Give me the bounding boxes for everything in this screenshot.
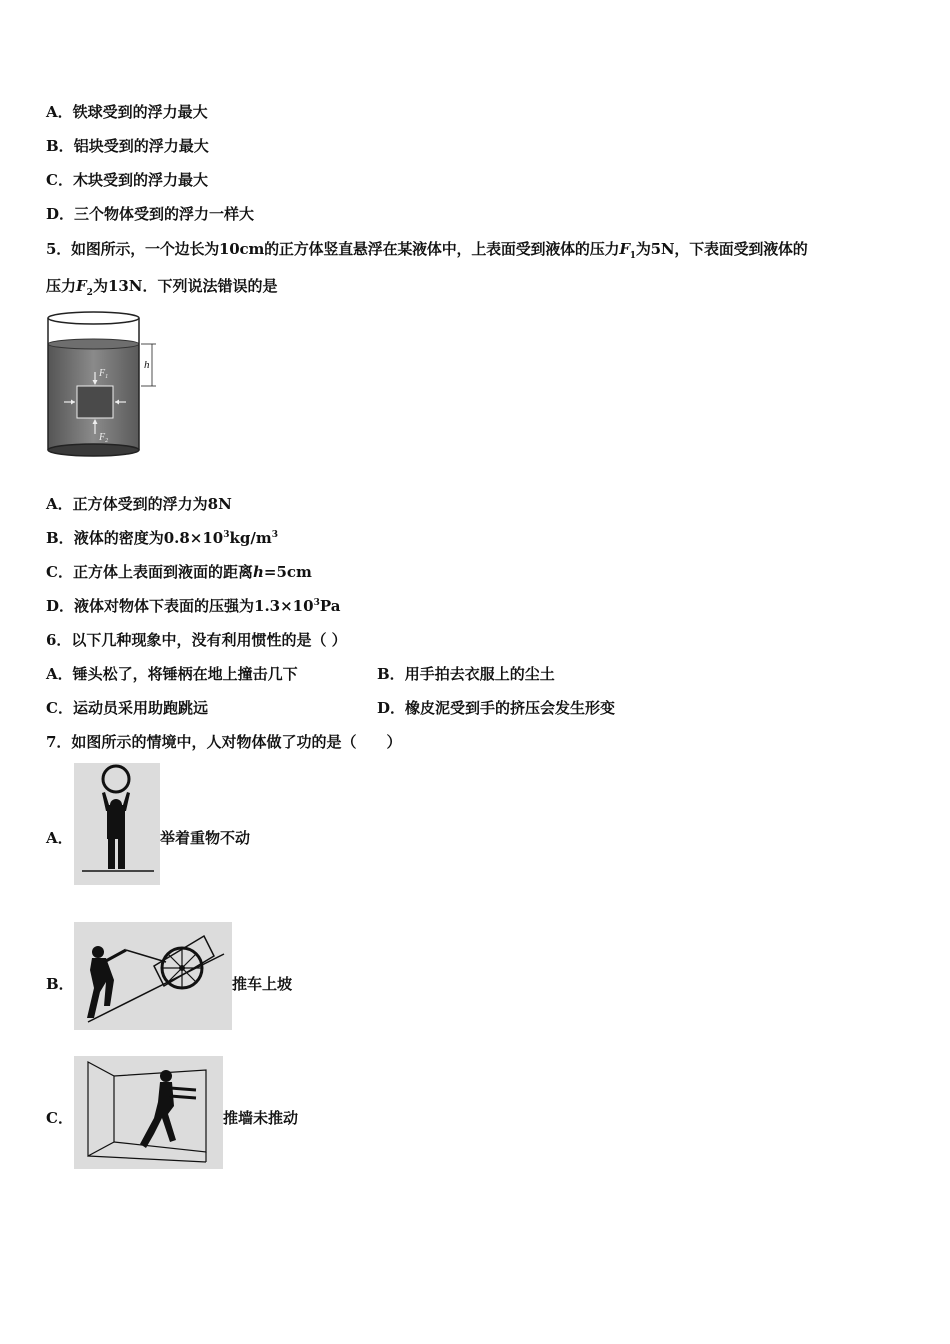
q6-option-a — [46, 664, 298, 684]
beaker-rim — [48, 312, 139, 324]
option-text: 橡皮泥受到手的挤压会发生形变 — [405, 699, 616, 717]
q4-option-d — [46, 204, 254, 224]
head — [92, 946, 104, 958]
wheel-hub — [179, 965, 185, 971]
torso — [107, 809, 125, 839]
option-text: 木块受到的浮力最大 — [72, 171, 208, 189]
pushing-cart-figure — [74, 922, 232, 1030]
option-label: A． — [46, 103, 73, 121]
q5-option-d — [46, 596, 340, 616]
right-leg — [118, 837, 125, 869]
stem-text: 为5N，下表面受到液体的 — [635, 240, 808, 258]
q6-option-b — [377, 664, 555, 684]
h-label: h — [144, 359, 150, 371]
liquid-surface — [48, 339, 139, 349]
option-text: 正方体上表面到液面的距离 — [72, 563, 253, 581]
q5-option-c — [46, 562, 312, 582]
lifting-weight-figure — [74, 763, 160, 885]
variable-h: h — [252, 563, 264, 581]
option-text: kg/m — [229, 529, 272, 547]
option-text: 铁球受到的浮力最大 — [72, 103, 208, 121]
option-text: 正方体受到的浮力为8N — [72, 495, 232, 513]
option-text: 液体的密度为0.8×10 — [73, 529, 224, 547]
superscript: 3 — [313, 598, 320, 608]
stem-text: 压力 — [46, 277, 77, 295]
option-text: 锤头松了，将锤柄在地上撞击几下 — [72, 665, 298, 683]
option-text: 铝块受到的浮力最大 — [73, 137, 209, 155]
left-leg — [108, 837, 115, 869]
q5-stem-line2 — [46, 276, 278, 296]
head — [160, 1070, 172, 1082]
stem-text: 为13N．下列说法错误的是 — [92, 277, 278, 295]
option-label: A． — [46, 495, 73, 513]
superscript: 3 — [271, 530, 278, 540]
pushing-wall-figure — [74, 1056, 223, 1169]
option-text: Pa — [319, 597, 341, 615]
option-label: D． — [46, 597, 75, 615]
q5-stem-line1 — [46, 239, 808, 259]
option-label: D． — [46, 205, 75, 223]
q6-option-c — [46, 698, 208, 718]
force-f1-symbol: F — [619, 240, 630, 258]
q7-option-b-label: B． — [46, 975, 74, 993]
arm — [170, 1088, 196, 1090]
q7-option-a-label: A． — [46, 829, 73, 847]
option-label: C． — [46, 563, 73, 581]
arm — [170, 1096, 196, 1098]
q4-option-a — [46, 102, 208, 122]
option-text: 用手拍去衣服上的尘土 — [404, 665, 555, 683]
beaker-cube-figure — [44, 310, 164, 462]
option-label: B． — [377, 665, 405, 683]
option-label: A． — [46, 665, 73, 683]
option-label: C． — [46, 699, 73, 717]
force-f1-subscript: 1 — [629, 251, 636, 261]
f2-label: $F_2$ — [99, 432, 109, 444]
q7-option-c-label: C． — [46, 1109, 73, 1127]
q7-option-c-caption: 推墙未推动 — [223, 1109, 299, 1127]
q7-stem: 7．如图所示的情境中，人对物体做了功的是（ ） — [46, 733, 402, 751]
option-text: 液体对物体下表面的压强为1.3×10 — [74, 597, 314, 615]
f1-label: $F_1$ — [99, 368, 109, 380]
q6-stem: 6．以下几种现象中，没有利用惯性的是（ ） — [46, 631, 347, 649]
option-text: =5cm — [263, 563, 312, 581]
option-label: B． — [46, 529, 74, 547]
q7-option-b-caption: 推车上坡 — [232, 975, 293, 993]
option-label: C． — [46, 171, 73, 189]
option-label: D． — [377, 699, 406, 717]
option-text: 运动员采用助跑跳远 — [72, 699, 208, 717]
option-text: 三个物体受到的浮力一样大 — [74, 205, 255, 223]
q4-option-c — [46, 170, 208, 190]
q7-option-a-caption: 举着重物不动 — [160, 829, 251, 847]
force-f2-symbol: F — [76, 277, 87, 295]
beaker-base — [48, 444, 139, 456]
q5-option-b — [46, 528, 278, 548]
q4-option-b — [46, 136, 209, 156]
cube — [77, 386, 113, 418]
q5-option-a — [46, 494, 232, 514]
stem-text: 5．如图所示，一个边长为10cm的正方体竖直悬浮在某液体中，上表面受到液体的压力 — [46, 240, 620, 258]
force-f2-subscript: 2 — [86, 288, 93, 298]
option-label: B． — [46, 137, 74, 155]
superscript: 3 — [223, 530, 230, 540]
q6-option-d — [377, 698, 615, 718]
